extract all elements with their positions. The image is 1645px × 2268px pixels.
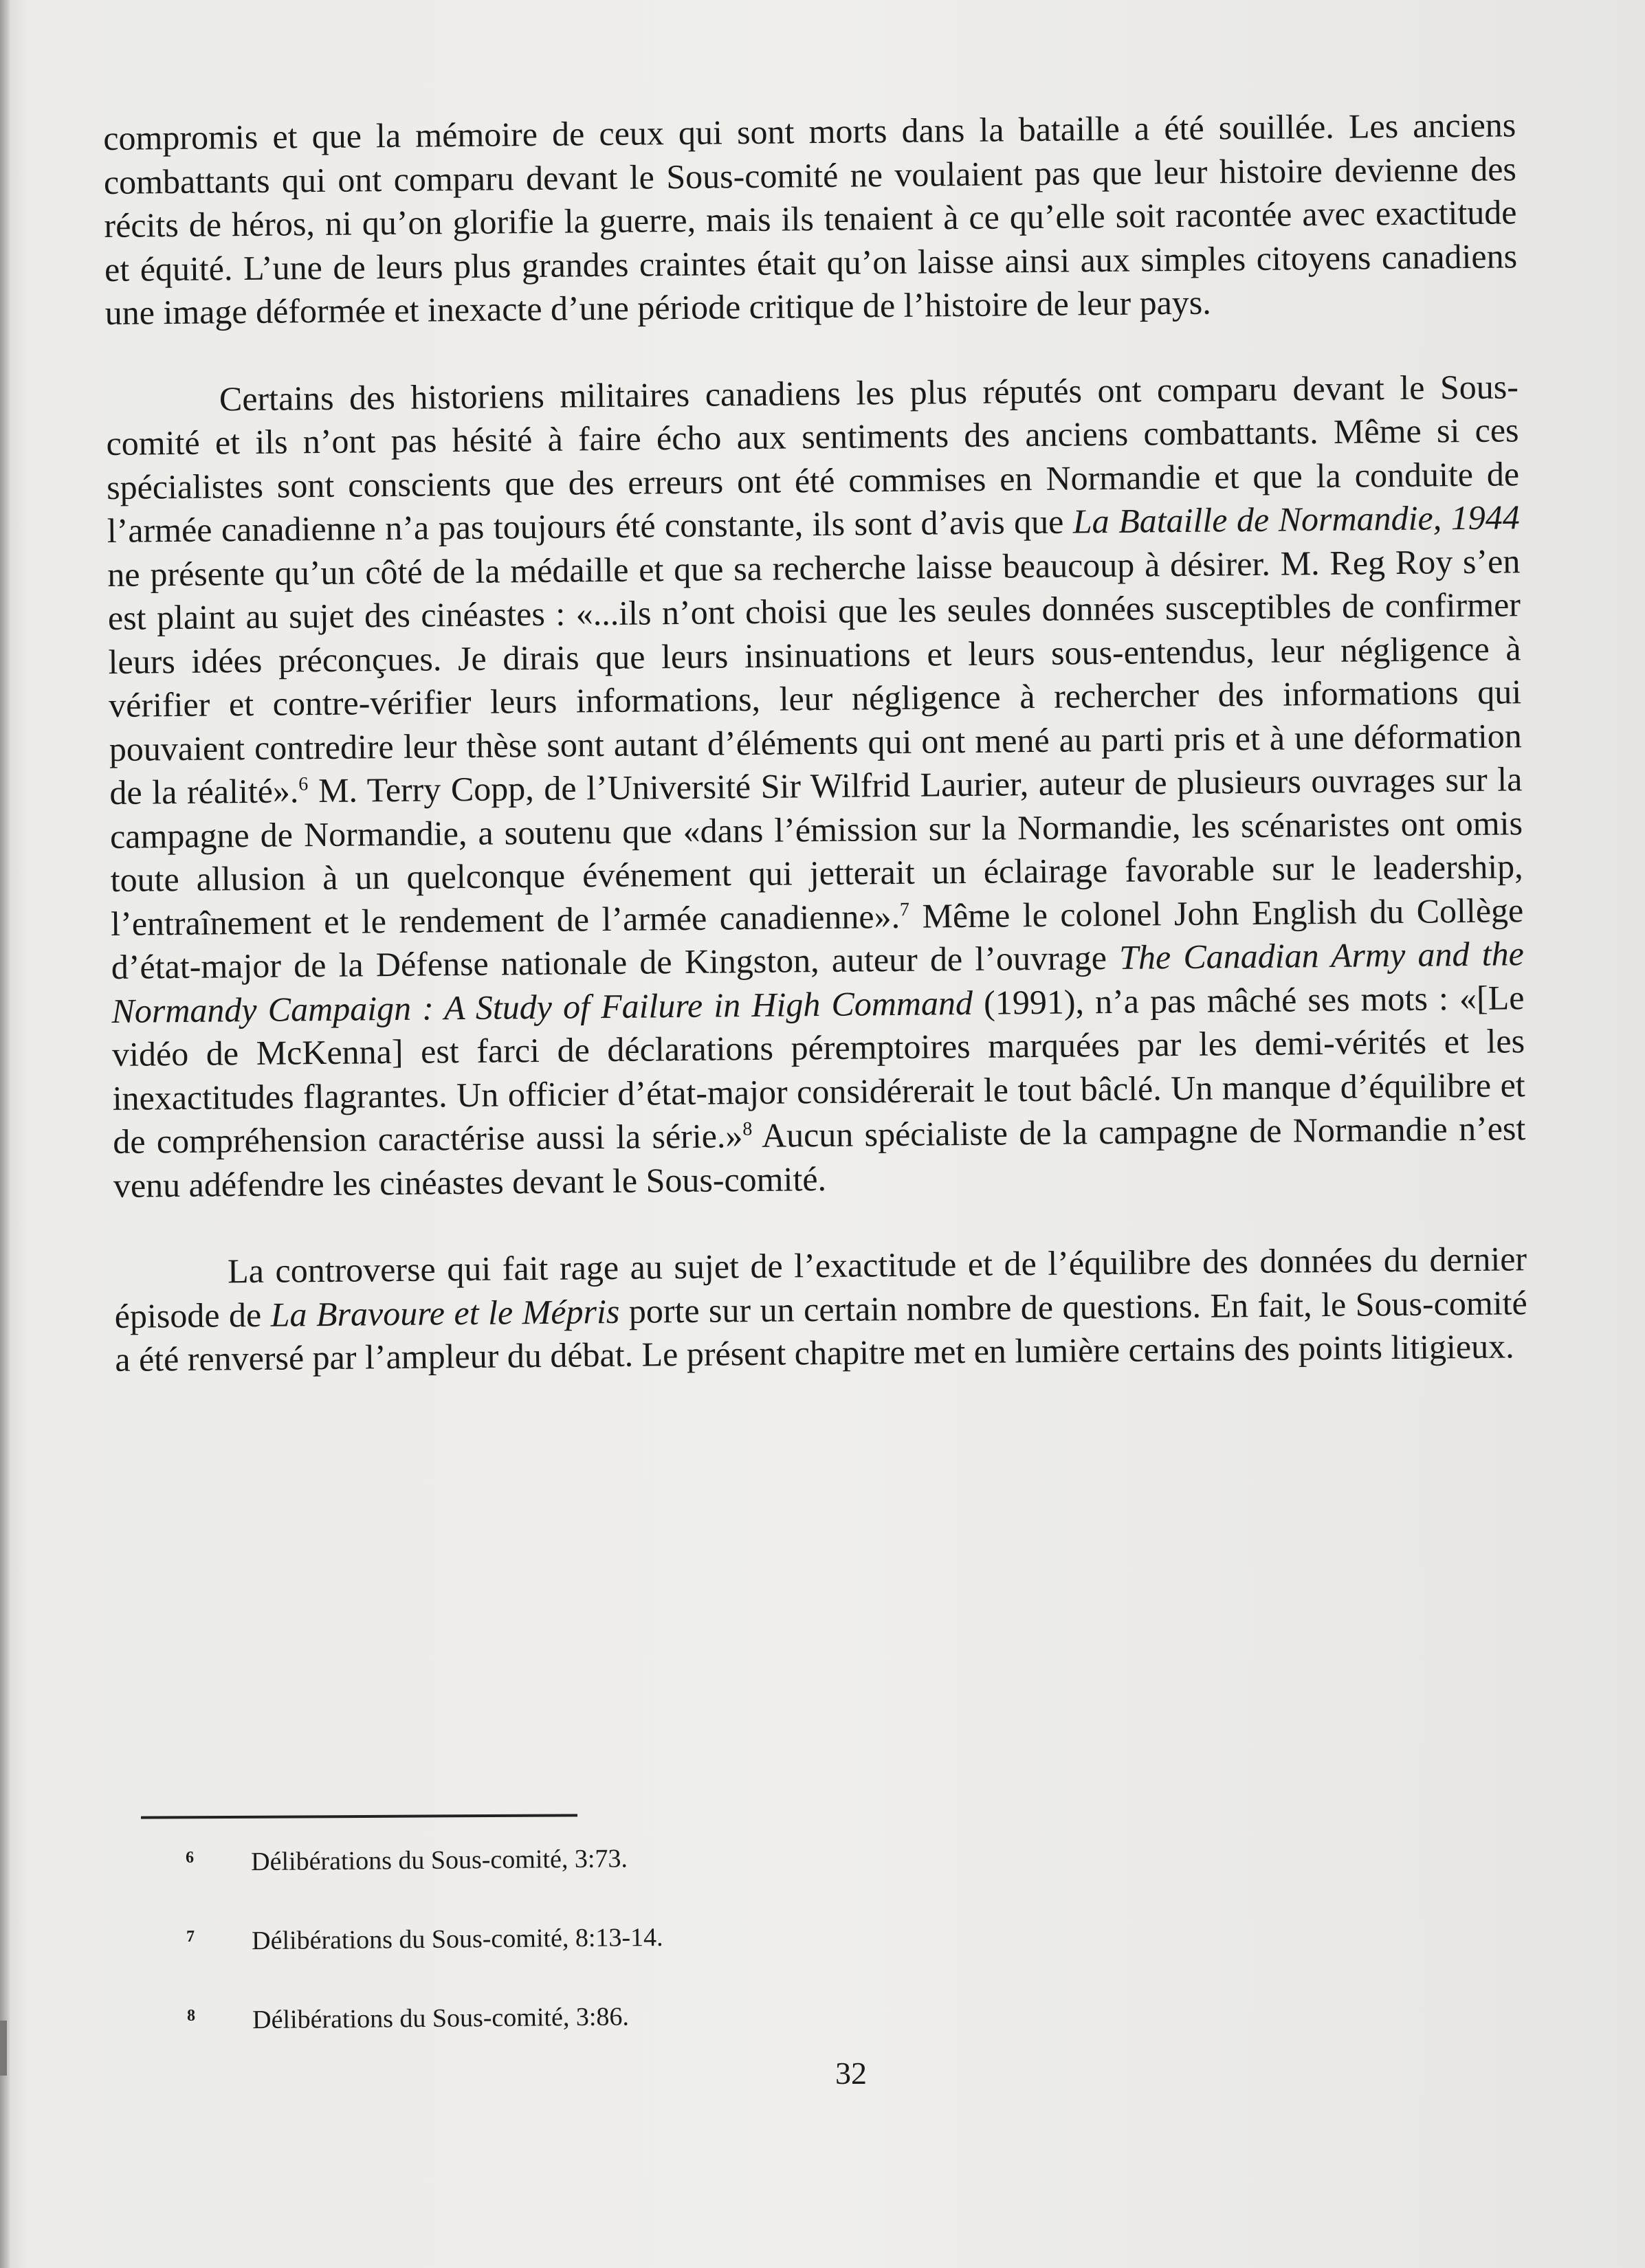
series-title-bravoure: La Bravoure et le Mépris: [270, 1291, 620, 1334]
paragraph-1: compromis et que la mémoire de ceux qui sont morts dans la bataille a été souillée. Les anciens combattants qui ont comparu devant le Sous-comité ne voulaient pas que leur histoire devienne des récits de héros, ni qu’on glorifie la guerre, mais ils tenaient à ce qu’elle soit racontée avec exactitude et équité. L’une de leurs plus grandes craintes était qu’on laisse ainsi aux simples citoyens canadiens une image déformée et inexacte d’une période critique de l’histoire de leur pays.: [103, 105, 1518, 332]
paragraph-2-part-b: ne présente qu’un côté de la médaille et que sa recherche laisse beaucoup à désirer. M. Reg Roy s’en est plaint au sujet des cinéastes : «...ils n’ont choisi que les seules données susceptibles de confirmer leurs idées préconçues. Je dirais que leurs insinuations et leurs sous-entendus, leur négligence à vérifier et contre-vérifier leurs informations, leur négligence à rechercher des informations qui pouvaient contredire leur thèse sont autant d’éléments qui ont mené au parti pris et à une déformation de la réalité».: [107, 541, 1523, 812]
paragraph-2-part-d: Même le colonel John English du Collège d’état-major de la Défense nationale de Kingston, auteur de l’ouvrage: [111, 890, 1524, 986]
paragraph-3-part-b: porte sur un certain nombre de questions. En fait, le Sous-comité a été renversé par l’ampleur du débat. Le présent chapitre met en lumière certains des points litigieux.: [115, 1282, 1527, 1379]
footnotes: [186, 1844, 663, 2086]
footnote-ref-8: 8: [742, 1118, 753, 1140]
paragraph-2-part-c: M. Terry Copp, de l’Université Sir Wilfrid Laurier, auteur de plusieurs ouvrages sur la campagne de Normandie, a soutenu que «dans l’émission sur la Normandie, les scénaristes ont omis toute allusion à un quelconque événement qui jetterait un éclairage favorable sur le leadership, l’entraînement et le rendement de l’armée canadienne».: [109, 759, 1523, 943]
footnote-ref-7: 7: [899, 898, 910, 920]
paragraph-2-part-f: Aucun spécialiste de la campagne de Normandie n’est venu adéfendre les cinéastes devant le Sous-comité.: [113, 1109, 1526, 1205]
page-binding-edge: [0, 0, 10, 2268]
footnote-text: Délibérations du Sous-comité, 3:73.: [250, 1844, 628, 1877]
footnote-number: 8: [187, 2006, 196, 2025]
binder-mark: [0, 2021, 7, 2076]
film-title-bataille: La Bataille de Normandie, 1944: [1072, 498, 1520, 541]
footnote-text: Délibérations du Sous-comité, 8:13-14.: [251, 1922, 663, 1956]
footnote-number: 7: [186, 1927, 195, 1946]
footnote-text: Délibérations du Sous-comité, 3:86.: [252, 2002, 630, 2035]
book-title-canadian-army: The Canadian Army and the Normandy Campaign : A Study of Failure in High Command: [111, 934, 1525, 1030]
body-text: [103, 103, 1528, 1381]
footnote-divider: [141, 1814, 577, 1819]
paragraph-2-part-a: Certains des historiens militaires canadiens les plus réputés ont comparu devant le Sous-comité et ils n’ont pas hésité à faire écho aux sentiments des anciens combattants. Même si ces spécialistes sont conscients que des erreurs ont été commises en Normandie et que la conduite de l’armée canadienne n’a pas toujours été constante, ils sont d’avis que: [106, 366, 1520, 550]
paragraph-2-part-e: (1991), n’a pas mâché ses mots : «[Le vidéo de McKenna] est farci de déclarations péremptoires marquées par les demi-vérités et les inexactitudes flagrantes. Un officier d’état-major considérerait le tout bâclé. Un manque d’équilibre et de compréhension caractérise aussi la série.»: [111, 977, 1525, 1161]
paragraph-3-part-a: La controverse qui fait rage au sujet de l’exactitude et de l’équilibre des données du dernier épisode de: [114, 1239, 1527, 1335]
page-number: 32: [835, 2056, 867, 2091]
footnote-ref-6: 6: [298, 773, 309, 795]
paragraph-3: [114, 1237, 1528, 1381]
footnote-number: 6: [186, 1848, 195, 1867]
paragraph-2: [106, 365, 1526, 1208]
